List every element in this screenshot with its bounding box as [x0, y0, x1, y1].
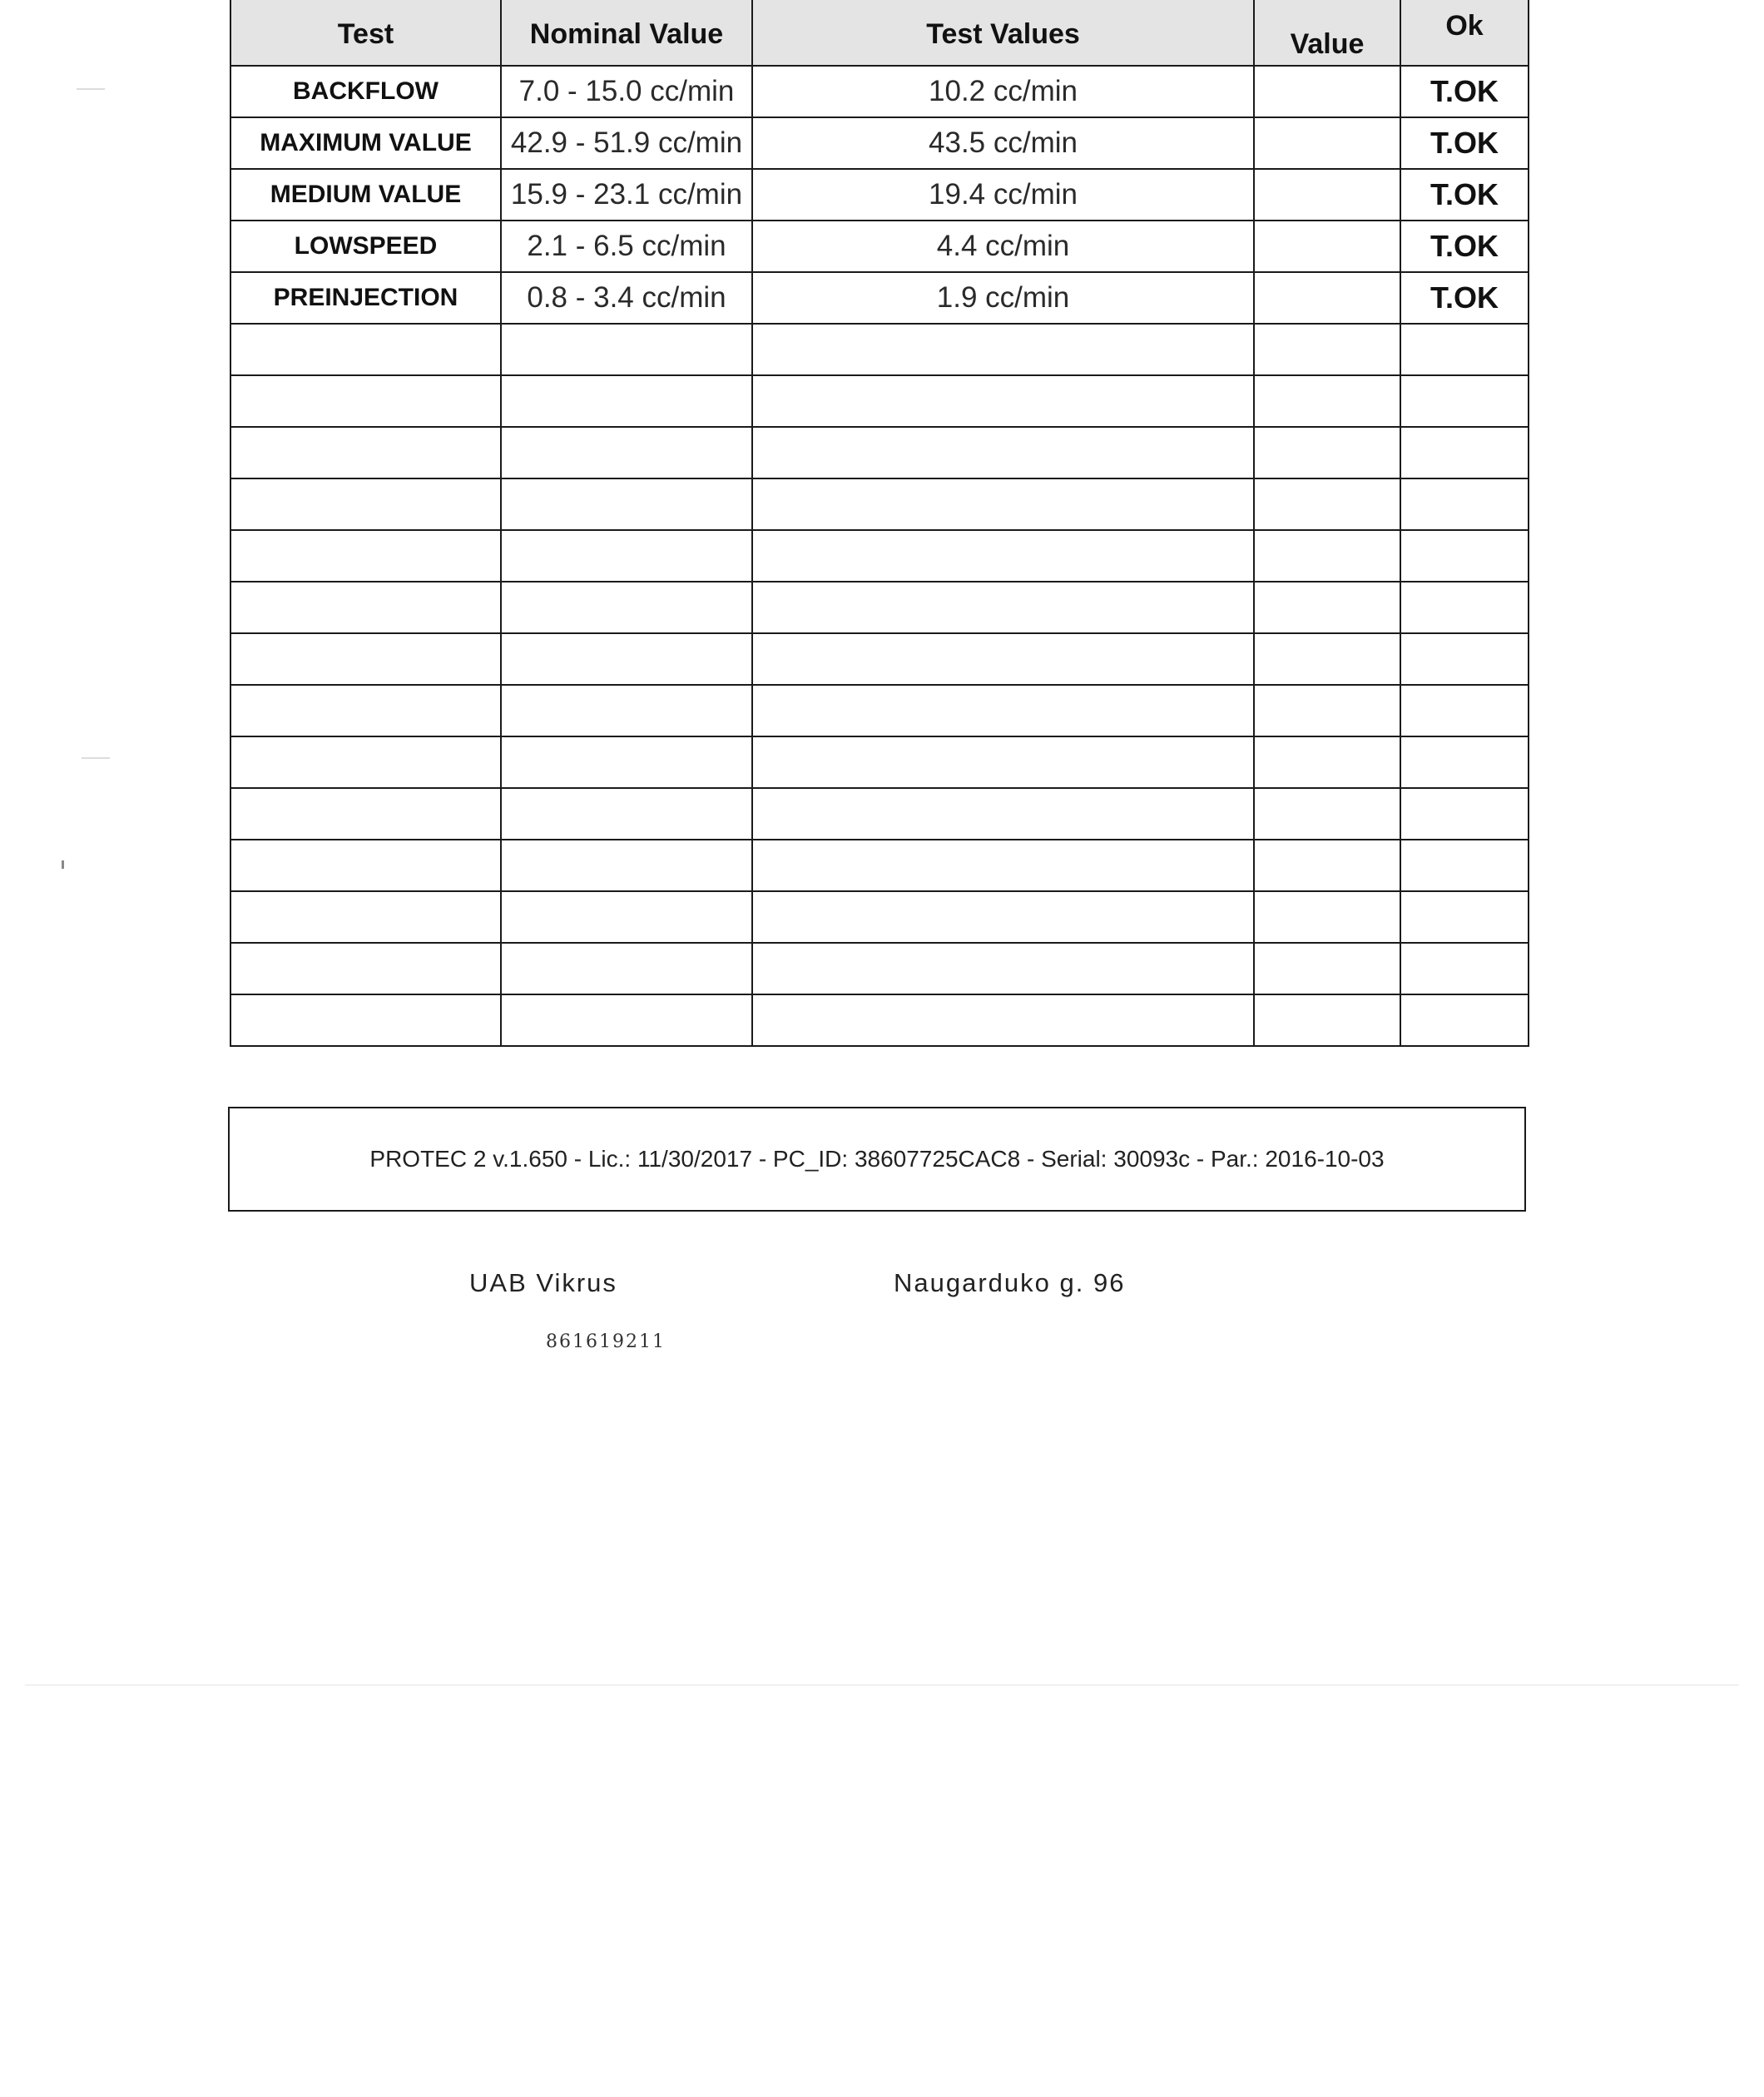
test-value-cell [752, 788, 1254, 840]
test-value-cell [752, 685, 1254, 736]
scan-artifact [77, 88, 105, 90]
nominal-value-cell [501, 530, 752, 582]
test-name-cell [230, 994, 501, 1046]
diagnostic-value-cell [1254, 530, 1400, 582]
empty-table-row [230, 685, 1529, 736]
test-name-cell: PREINJECTION [230, 272, 501, 324]
diagnostic-value-cell [1254, 169, 1400, 221]
ok-status-cell: T.OK [1400, 169, 1529, 221]
ok-status-cell: T.OK [1400, 221, 1529, 272]
diagnostic-value-cell [1254, 582, 1400, 633]
test-name-cell [230, 582, 501, 633]
table-row [230, 272, 1529, 324]
nominal-value-cell [501, 994, 752, 1046]
diagnostic-value-cell [1254, 994, 1400, 1046]
empty-table-row [230, 840, 1529, 891]
test-name-cell: MAXIMUM VALUE [230, 117, 501, 169]
nominal-value-cell [501, 324, 752, 375]
nominal-value-cell [501, 840, 752, 891]
table-body [230, 66, 1529, 1046]
nominal-value-cell [501, 427, 752, 478]
test-name-cell [230, 891, 501, 943]
diagnostic-value-cell [1254, 736, 1400, 788]
test-name-cell [230, 427, 501, 478]
test-value-cell [752, 375, 1254, 427]
table-header [230, 0, 1529, 66]
ok-status-cell [1400, 736, 1529, 788]
nominal-value-cell: 15.9 - 23.1 cc/min [501, 169, 752, 221]
test-name-cell [230, 530, 501, 582]
empty-table-row [230, 324, 1529, 375]
empty-table-row [230, 530, 1529, 582]
empty-table-row [230, 633, 1529, 685]
empty-table-row [230, 891, 1529, 943]
nominal-value-cell: 7.0 - 15.0 cc/min [501, 66, 752, 117]
nominal-value-cell [501, 478, 752, 530]
ok-status-cell [1400, 994, 1529, 1046]
test-name-cell: LOWSPEED [230, 221, 501, 272]
diagnostic-value-cell [1254, 375, 1400, 427]
ok-status-cell: T.OK [1400, 272, 1529, 324]
diagnostic-value-cell [1254, 478, 1400, 530]
ok-status-cell: T.OK [1400, 117, 1529, 169]
ok-status-cell [1400, 943, 1529, 994]
ok-status-cell [1400, 427, 1529, 478]
nominal-value-cell [501, 736, 752, 788]
ok-status-cell [1400, 891, 1529, 943]
ok-status-cell [1400, 375, 1529, 427]
ok-status-cell [1400, 633, 1529, 685]
diagnostic-value-cell [1254, 891, 1400, 943]
table-row [230, 169, 1529, 221]
test-value-cell [752, 994, 1254, 1046]
nominal-value-cell [501, 788, 752, 840]
diagnostic-value-cell [1254, 685, 1400, 736]
test-value-cell [752, 427, 1254, 478]
header-test-values: Test Values [752, 0, 1254, 66]
diagnostic-value-cell [1254, 272, 1400, 324]
table-row [230, 221, 1529, 272]
test-value-cell [752, 736, 1254, 788]
nominal-value-cell: 2.1 - 6.5 cc/min [501, 221, 752, 272]
nominal-value-cell [501, 582, 752, 633]
diagnostic-value-cell [1254, 788, 1400, 840]
empty-table-row [230, 427, 1529, 478]
test-value-cell: 4.4 cc/min [752, 221, 1254, 272]
ok-status-cell [1400, 478, 1529, 530]
header-diagnostic-value: Value [1254, 0, 1400, 66]
empty-table-row [230, 736, 1529, 788]
nominal-value-cell: 42.9 - 51.9 cc/min [501, 117, 752, 169]
diagnostic-value-cell [1254, 943, 1400, 994]
test-name-cell [230, 375, 501, 427]
test-value-cell [752, 324, 1254, 375]
nominal-value-cell [501, 375, 752, 427]
company-name: UAB Vikrus [469, 1268, 617, 1297]
test-value-cell: 43.5 cc/min [752, 117, 1254, 169]
ok-status-cell [1400, 685, 1529, 736]
test-name-cell: BACKFLOW [230, 66, 501, 117]
nominal-value-cell [501, 943, 752, 994]
test-name-cell [230, 788, 501, 840]
test-name-cell [230, 478, 501, 530]
test-name-cell [230, 943, 501, 994]
table-row [230, 66, 1529, 117]
nominal-value-cell [501, 633, 752, 685]
nominal-value-cell [501, 685, 752, 736]
test-name-cell [230, 324, 501, 375]
diagnostic-value-cell [1254, 221, 1400, 272]
diagnostic-value-cell [1254, 427, 1400, 478]
scan-artifact [25, 1684, 1739, 1686]
empty-table-row [230, 788, 1529, 840]
empty-table-row [230, 943, 1529, 994]
diagnostic-value-cell [1254, 840, 1400, 891]
ok-status-cell [1400, 530, 1529, 582]
diagnostic-value-cell [1254, 117, 1400, 169]
license-info-box [228, 1107, 1526, 1212]
ok-status-cell [1400, 324, 1529, 375]
diagnostic-value-cell [1254, 66, 1400, 117]
company-phone: 861619211 [546, 1331, 666, 1352]
test-name-cell [230, 840, 501, 891]
diagnostic-value-cell [1254, 633, 1400, 685]
empty-table-row [230, 994, 1529, 1046]
ok-status-cell [1400, 788, 1529, 840]
test-value-cell: 19.4 cc/min [752, 169, 1254, 221]
company-address: Naugarduko g. 96 [894, 1268, 1126, 1297]
test-value-cell [752, 478, 1254, 530]
test-value-cell [752, 530, 1254, 582]
test-value-cell: 10.2 cc/min [752, 66, 1254, 117]
ok-status-cell [1400, 840, 1529, 891]
ok-status-cell: T.OK [1400, 66, 1529, 117]
header-nominal-value: Nominal Value [501, 0, 752, 66]
diagnostic-value-cell [1254, 324, 1400, 375]
test-value-cell [752, 633, 1254, 685]
ok-status-cell [1400, 582, 1529, 633]
test-value-cell [752, 840, 1254, 891]
test-name-cell [230, 736, 501, 788]
scan-artifact [82, 757, 110, 759]
test-name-cell [230, 685, 501, 736]
nominal-value-cell: 0.8 - 3.4 cc/min [501, 272, 752, 324]
header-row [230, 0, 1529, 66]
empty-table-row [230, 582, 1529, 633]
test-results-table [230, 0, 1529, 1047]
header-ok: Ok [1400, 0, 1529, 66]
header-test: Test [230, 0, 501, 66]
test-value-cell [752, 582, 1254, 633]
test-name-cell [230, 633, 501, 685]
empty-table-row [230, 375, 1529, 427]
license-line: PROTEC 2 v.1.650 - Lic.: 11/30/2017 - PC_ID: 38607725CAC8 - Serial: 30093c - Par.: 2016-10-03 [369, 1146, 1385, 1172]
test-value-cell [752, 891, 1254, 943]
nominal-value-cell [501, 891, 752, 943]
test-value-cell [752, 943, 1254, 994]
table-row [230, 117, 1529, 169]
test-value-cell: 1.9 cc/min [752, 272, 1254, 324]
empty-table-row [230, 478, 1529, 530]
scan-artifact [62, 860, 64, 869]
test-name-cell: MEDIUM VALUE [230, 169, 501, 221]
